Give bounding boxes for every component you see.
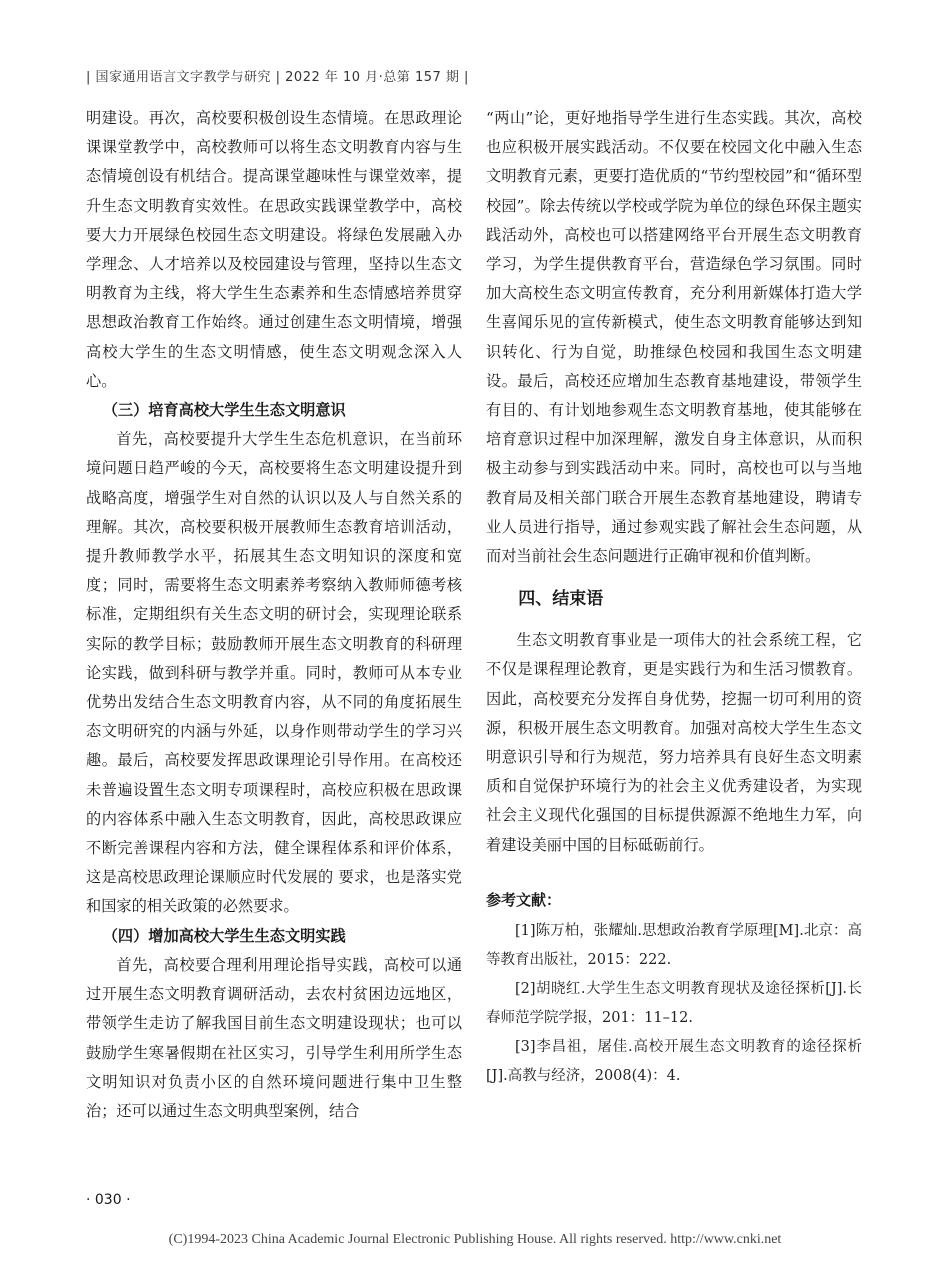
reference-item: [2]胡晓红.大学生生态文明教育现状及途径探析[J].长春师范学院学报，201：11–12. bbox=[486, 980, 862, 1026]
reference-item: [3]李昌祖，屠佳.高校开展生态文明教育的途径探析[J].高教与经济，2008(4)：4. bbox=[486, 1038, 862, 1084]
paragraph: 首先，高校要提升大学生生态危机意识，在当前环境问题日趋严峻的今天，高校要将生态文明建设提升到战略高度，增强学生对自然的认识以及人与自然关系的理解。其次，高校要积极开展教师生态教育培训活动，提升教师教学水平，拓展其生态文明知识的深度和宽度；同时，需要将生态文明素养考察纳入教师师德考核标准，定期组织有关生态文明的研讨会，实现理论联系实际的教学目标；鼓励教师开展生态文明教育的科研理论实践，做到科研与教学并重。同时，教师可从本专业优势出发结合生态文明教育内容，从不同的角度拓展生态文明研究的内涵与外延，以身作则带动学生的学习兴趣。最后，高校要发挥思政课理论引导作用。在高校还未普遍设置生态文明专项课程时，高校应积极在思政课的内容体系中融入生态文明教育，因此，高校思政课应不断完善课程内容和方法，健全课程体系和评价体系，这是高校思政理论课顺应时代发展的 要求，也是落实党和国家的相关政策的必然要求。 bbox=[86, 430, 462, 916]
page-number: · 030 · bbox=[86, 1192, 131, 1208]
left-column bbox=[86, 104, 462, 1126]
paragraph: “两山”论，更好地指导学生进行生态实践。其次，高校也应积极开展实践活动。不仅要在校园文化中融入生态文明教育元素，更要打造优质的“节约型校园”和“循环型校园”。除去传统以学校或学院为单位的绿色环保主题实践活动外，高校也可以搭建网络平台开展生态文明教育学习，为学生提供教育平台，营造绿色学习氛围。同时加大高校生态文明宣传教育，充分利用新媒体打造大学生喜闻乐见的宣传新模式，使生态文明教育能够达到知识转化、行为自觉，助推绿色校园和我国生态文明建设。最后，高校还应增加生态教育基地建设，带领学生有目的、有计划地参观生态文明教育基地，使其能够在培育意识过程中加深理解，激发自身主体意识，从而积极主动参与到实践活动中来。同时，高校也可以与当地教育局及相关部门联合开展生态教育基地建设，聘请专业人员进行指导，通过参观实践了解社会生态问题，从而对当前社会生态问题进行正确审视和价值判断。 bbox=[486, 109, 862, 566]
paragraph: 明建设。再次，高校要积极创设生态情境。在思政理论课课堂教学中，高校教师可以将生态文明教育内容与生态情境创设有机结合。提高课堂趣味性与课堂效率，提升生态文明教育实效性。在思政实践课堂教学中，高校要大力开展绿色校园生态文明建设。将绿色发展融入办学理念、人才培养以及校园建设与管理，坚持以生态文明教育为主线，将大学生生态素养和生态情感培养贯穿思想政治教育工作始终。通过创建生态文明情境，增强高校大学生的生态文明情感，使生态文明观念深入人心。 bbox=[86, 109, 462, 390]
paragraph: 首先，高校要合理利用理论指导实践，高校可以通过开展生态文明教育调研活动，去农村贫困边远地区，带领学生走访了解我国目前生态文明建设现状；也可以鼓励学生寒暑假期在社区实习，引导学生利用所学生态文明知识对负责小区的自然环境问题进行集中卫生整治；还可以通过生态文明典型案例，结合 bbox=[86, 955, 462, 1120]
subsection-heading: （三）培育高校大学生生态文明意识 bbox=[102, 401, 346, 420]
references-title: 参考文献： bbox=[486, 890, 562, 909]
subsection-heading: （四）增加高校大学生生态文明实践 bbox=[102, 926, 346, 945]
paragraph: 生态文明教育事业是一项伟大的社会系统工程，它不仅是课程理论教育，更是实践行为和生活习惯教育。因此，高校要充分发挥自身优势，挖掘一切可利用的资源，积极开展生态文明教育。加强对高校大学生生态文明意识引导和行为规范，努力培养具有良好生态文明素质和自觉保护环境行为的社会主义优秀建设者，为实现社会主义现代化强国的目标提供源源不绝地生力军，向着建设美丽中国的目标砥砺前行。 bbox=[486, 631, 862, 854]
copyright-footer: (C)1994-2023 China Academic Journal Electronic Publishing House. All rights reserved. http://www.cnki.net bbox=[168, 1232, 782, 1247]
reference-item: [1]陈万柏，张耀灿.思想政治教育学原理[M].北京：高等教育出版社，2015：222. bbox=[486, 922, 862, 968]
right-column bbox=[486, 104, 862, 1091]
section-heading: 四、结束语 bbox=[518, 589, 604, 610]
journal-header: | 国家通用语言文字教学与研究 | 2022 年 10 月·总第 157 期 | bbox=[86, 70, 469, 85]
